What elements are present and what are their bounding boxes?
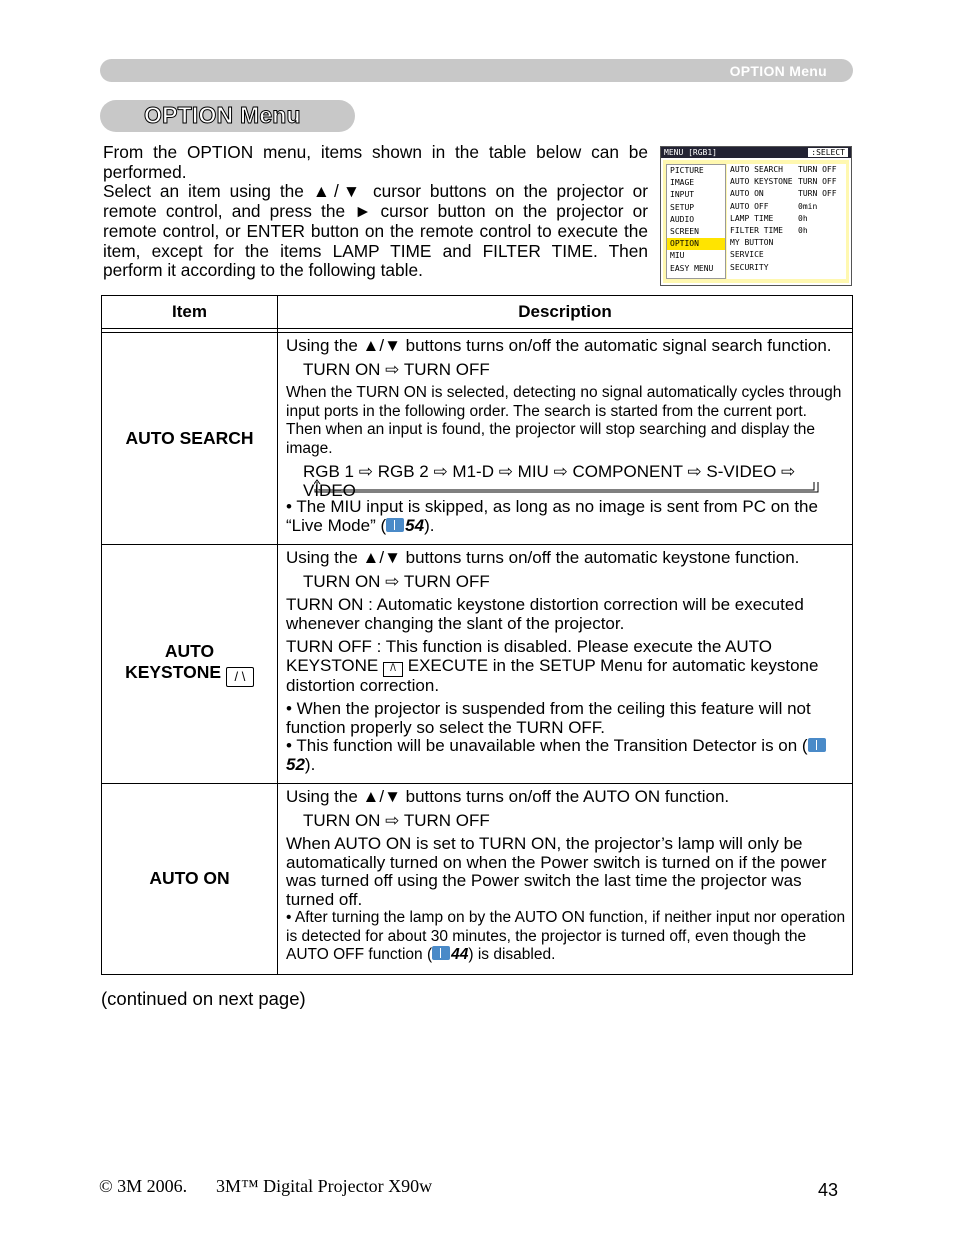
osd-select-hint: :SELECT xyxy=(808,148,848,157)
table-row-auto-on xyxy=(102,784,853,975)
osd-menu-item: SETUP xyxy=(670,202,695,212)
osd-option-value: 0h xyxy=(798,213,808,223)
cycle-order-text: RGB 1 ⇨ RGB 2 ⇨ M1-D ⇨ MIU ⇨ COMPONENT ⇨ S-VIDEO ⇨ VIDEO xyxy=(303,462,796,500)
miu-note-text: • The MIU input is skipped, as long as no image is sent from PC on the “Live Mode” ( xyxy=(286,497,818,535)
table-header-row xyxy=(102,296,853,329)
osd-option-row xyxy=(727,188,846,200)
osd-option-value: 0h xyxy=(798,225,808,235)
off-text-end: EXECUTE in the SETUP Menu for automatic keystone distortion correction. xyxy=(286,655,819,695)
osd-menu-list xyxy=(666,164,726,279)
keystone-icon: / \ xyxy=(226,667,254,687)
osd-menu-item-selected: OPTION xyxy=(667,238,725,250)
intro-paragraph-1: From the OPTION menu, items shown in the table below can be performed. xyxy=(103,142,648,182)
osd-option-name: AUTO KEYSTONE xyxy=(730,177,793,187)
osd-menu-item: SCREEN xyxy=(670,226,699,236)
page-title: OPTION Menu xyxy=(144,102,301,128)
item-auto-search: AUTO SEARCH xyxy=(102,333,278,545)
desc-auto-keystone xyxy=(278,545,853,784)
osd-menu-item: AUDIO xyxy=(670,214,695,224)
osd-option-value: TURN OFF xyxy=(798,189,837,199)
osd-option-row xyxy=(727,225,846,237)
osd-menu-screenshot xyxy=(660,146,852,286)
table-row-auto-search xyxy=(102,333,853,545)
osd-option-name: LAMP TIME xyxy=(730,213,774,223)
desc-auto-search xyxy=(278,333,853,545)
osd-title-bar xyxy=(661,147,851,158)
page-ref: 44 xyxy=(451,946,469,963)
header-description: Description xyxy=(278,296,853,329)
osd-option-row xyxy=(727,176,846,188)
osd-option-name: AUTO OFF xyxy=(730,201,769,211)
auto-search-note: When the TURN ON is selected, detecting no signal automatically cycles through input ports in the following order. The search is started from the current port. Then when an input is found, the projector will stop searching and display the image. xyxy=(286,384,842,457)
osd-menu-item: INPUT xyxy=(670,190,695,200)
miu-note-end: ). xyxy=(424,515,435,535)
page-ref: 52 xyxy=(286,754,305,774)
osd-option-value: TURN OFF xyxy=(798,177,837,187)
auto-on-note-end: ) is disabled. xyxy=(468,946,556,963)
osd-option-name: SECURITY xyxy=(730,262,769,272)
osd-option-row xyxy=(727,262,846,274)
osd-title: MENU [RGB1] xyxy=(664,148,717,157)
osd-option-list xyxy=(727,164,846,279)
auto-search-toggle: TURN ON ⇨ TURN OFF xyxy=(303,359,490,379)
option-table xyxy=(101,295,853,975)
auto-on-toggle: TURN ON ⇨ TURN OFF xyxy=(303,810,490,830)
osd-option-name: FILTER TIME xyxy=(730,225,783,235)
auto-keystone-bullet1: • When the projector is suspended from the ceiling this feature will not function properly so select the TURN OFF. xyxy=(286,699,811,737)
auto-search-miu-note xyxy=(286,498,846,535)
auto-search-cycle xyxy=(286,462,846,500)
auto-keystone-toggle: TURN ON ⇨ TURN OFF xyxy=(303,571,490,591)
osd-option-value: TURN OFF xyxy=(798,165,837,174)
auto-keystone-line1: Using the ▲/▼ buttons turns on/off the automatic keystone function. xyxy=(286,548,800,567)
book-icon xyxy=(432,946,450,960)
osd-option-name: AUTO ON xyxy=(730,189,764,199)
osd-option-row xyxy=(727,249,846,261)
footer-product: 3M™ Digital Projector X90w xyxy=(216,1176,433,1196)
keystone-label: KEYSTONE xyxy=(125,662,222,682)
osd-option-row xyxy=(727,213,846,225)
auto-on-paragraph: When AUTO ON is set to TURN ON, the projector’s lamp will only be automatically turned on when the Power switch is turned on if the power was turned off using the Power switch the last time the projector was turned off. xyxy=(286,834,827,909)
osd-option-row xyxy=(727,164,846,176)
item-auto-keystone-line2 xyxy=(103,662,276,687)
auto-search-line1: Using the ▲/▼ buttons turns on/off the automatic signal search function. xyxy=(286,336,832,355)
osd-menu-item: MIU xyxy=(670,251,685,261)
page-number: 43 xyxy=(818,1180,839,1200)
osd-option-name: MY BUTTON xyxy=(730,238,774,248)
desc-auto-on xyxy=(278,784,853,975)
auto-on-note-text: • After turning the lamp on by the AUTO ON function, if neither input nor operation is detected for about 30 minutes, the projector is turned off, even though the AUTO OFF function ( xyxy=(286,909,846,963)
auto-keystone-bullet2 xyxy=(286,737,846,774)
keystone-small-icon: /\ xyxy=(383,662,403,677)
header-section-label: OPTION Menu xyxy=(729,63,827,79)
osd-option-row xyxy=(727,237,846,249)
page-ref: 54 xyxy=(405,515,425,535)
auto-keystone-off-text xyxy=(286,638,846,695)
osd-option-name: AUTO SEARCH xyxy=(730,165,783,174)
osd-menu-item: EASY MENU xyxy=(670,263,714,273)
footer-copyright: © 3M 2006. xyxy=(99,1176,188,1196)
header-item: Item xyxy=(102,296,278,329)
auto-on-note xyxy=(286,909,846,965)
item-auto-on: AUTO ON xyxy=(102,784,278,975)
auto-on-line1: Using the ▲/▼ buttons turns on/off the AUTO ON function. xyxy=(286,787,730,806)
item-auto-keystone-line1: AUTO xyxy=(164,641,215,661)
osd-body xyxy=(663,160,849,283)
book-icon xyxy=(808,738,826,752)
osd-menu-item: PICTURE xyxy=(670,166,704,175)
bullet2-text: • This function will be unavailable when the Transition Detector is on ( xyxy=(286,736,808,755)
intro-text xyxy=(103,143,648,281)
continued-note: (continued on next page) xyxy=(101,988,306,1009)
book-icon xyxy=(386,518,404,532)
cycle-return-arrow-icon xyxy=(314,479,824,493)
bullet2-end: ). xyxy=(304,754,316,774)
auto-keystone-on-text: TURN ON : Automatic keystone distortion correction will be executed whenever changing the slant of the projector. xyxy=(286,595,804,633)
intro-paragraph-2: Select an item using the ▲/▼ cursor buttons on the projector or remote control, and press the ► cursor button on the projector or remote control, or ENTER button on the remote control to execute the item, except for the items LAMP TIME and FILTER TIME. Then perform it according to the following table. xyxy=(103,181,648,281)
osd-option-value: 0min xyxy=(798,201,818,211)
table-row-auto-keystone xyxy=(102,545,853,784)
osd-option-row xyxy=(727,201,846,213)
osd-option-name: SERVICE xyxy=(730,250,764,260)
item-auto-keystone xyxy=(102,545,278,784)
off-text-start: TURN OFF : This function is disabled. Please execute the AUTO KEYSTONE xyxy=(286,637,772,675)
header-bar xyxy=(100,59,853,82)
osd-menu-item: IMAGE xyxy=(670,178,695,188)
page-title-pill xyxy=(100,100,355,132)
